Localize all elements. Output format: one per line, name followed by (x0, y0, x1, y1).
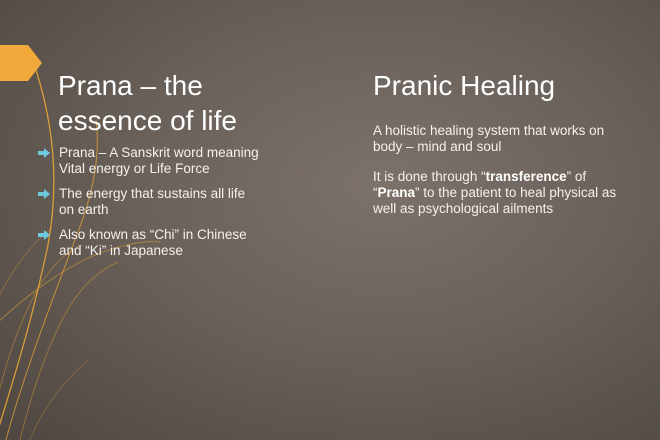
text-run: It is done through “ (373, 169, 486, 184)
bullet-text: Prana – A Sanskrit word meaning Vital energy or Life Force (59, 145, 259, 176)
emphasis-transference: transference (485, 169, 567, 184)
emphasis-prana: Prana (377, 185, 416, 200)
right-column-body (373, 123, 628, 231)
accent-tab-shape (0, 45, 42, 81)
paragraph-description: A holistic healing system that works on body – mind and soul (373, 123, 605, 154)
left-column-title: Prana – the essence of life (58, 70, 237, 136)
bullet-item (38, 186, 263, 218)
right-arrow-icon (38, 148, 50, 158)
bullet-item (38, 227, 263, 259)
text-run: ” to the patient to heal physical as well as psychological ailments (373, 185, 617, 216)
bullet-text: Also known as “Chi” in Chinese and “Ki” in Japanese (59, 227, 247, 258)
right-arrow-icon (38, 230, 50, 240)
right-arrow-icon (38, 189, 50, 199)
bullet-item (38, 145, 263, 177)
left-bullet-list (38, 145, 263, 268)
right-column-title: Pranic Healing (373, 70, 556, 101)
bullet-text: The energy that sustains all life on earth (59, 186, 246, 217)
paragraph-method (373, 169, 628, 217)
text-run: ” of “ (373, 169, 587, 200)
